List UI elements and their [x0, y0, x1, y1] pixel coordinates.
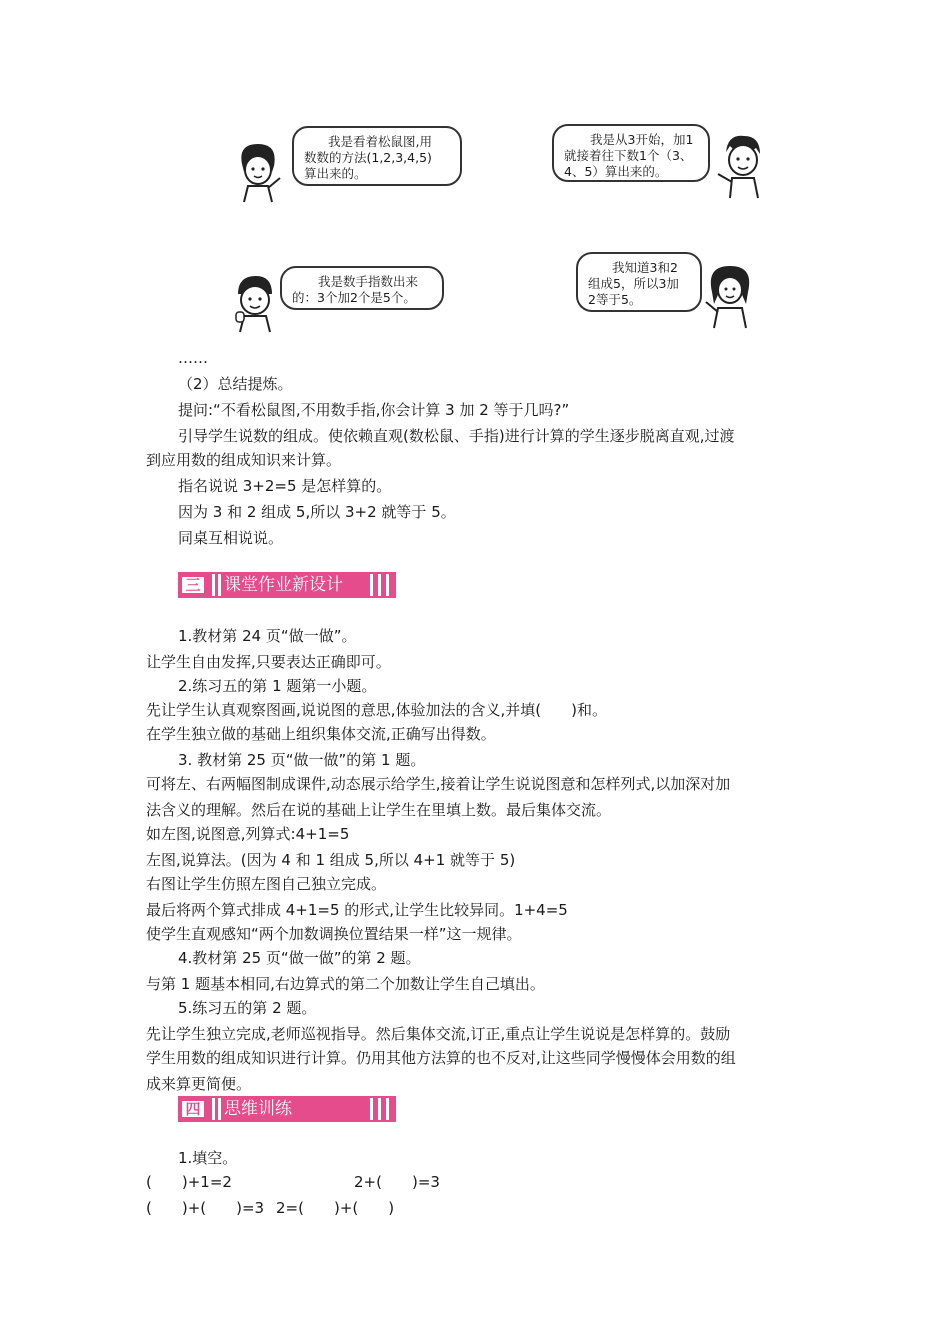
fill-in-equation: 2=( )+( )	[276, 1199, 395, 1217]
paragraph-line: 右图让学生仿照左图自己独立完成。	[146, 875, 387, 893]
paragraph-line: 左图,说算法。(因为 4 和 1 组成 5,所以 4+1 就等于 5)	[146, 851, 516, 869]
fill-in-equation: 2+( )=3	[354, 1173, 440, 1191]
section-number: 四	[180, 1099, 206, 1119]
section-banner-thinking	[178, 1096, 396, 1122]
bubble-line: 我知道3和2	[612, 260, 678, 275]
bubble-line: 2等于5。	[588, 292, 642, 307]
paragraph-line: 5.练习五的第 2 题。	[178, 999, 317, 1017]
bubble-line: 我是数手指数出来	[318, 274, 419, 289]
paragraph-line: 1.填空。	[178, 1149, 238, 1167]
boy-pointing-icon	[712, 130, 774, 200]
paragraph-line: 指名说说 3+2=5 是怎样算的。	[178, 477, 392, 495]
section-number: 三	[180, 575, 206, 595]
paragraph-line: 让学生自由发挥,只要表达正确即可。	[146, 653, 391, 671]
paragraph-line: 使学生直观感知“两个加数调换位置结果一样”这一规律。	[146, 925, 522, 943]
paragraph-line: 同桌互相说说。	[178, 529, 284, 547]
section-title: 课堂作业新设计	[224, 575, 343, 595]
paragraph-line: 到应用数的组成知识来计算。	[146, 451, 342, 469]
paragraph-line: 最后将两个算式排成 4+1=5 的形式,让学生比较异同。1+4=5	[146, 901, 568, 919]
section-title: 思维训练	[224, 1099, 292, 1119]
paragraph-line: 提问:“不看松鼠图,不用数手指,你会计算 3 加 2 等于几吗?”	[178, 401, 570, 419]
girl-thinking-icon	[228, 138, 290, 204]
bubble-line: 算出来的。	[304, 166, 367, 181]
paragraph-line: 在学生独立做的基础上组织集体交流,正确写出得数。	[146, 725, 496, 743]
bubble-line: 4、5）算出来的。	[564, 164, 668, 179]
paragraph-line: 先让学生独立完成,老师巡视指导。然后集体交流,订正,重点让学生说说是怎样算的。鼓励	[146, 1025, 731, 1043]
section-banner-homework	[178, 572, 396, 598]
speech-bubble-counting	[292, 126, 462, 186]
speech-bubble-composition	[576, 252, 702, 312]
bubble-line: 我是从3开始，加1	[590, 132, 694, 147]
paragraph-line: 引导学生说数的组成。使依赖直观(数松鼠、手指)进行计算的学生逐步脱离直观,过渡	[178, 427, 735, 445]
sub-heading: （2）总结提炼。	[178, 375, 293, 393]
paragraph-line: 因为 3 和 2 组成 5,所以 3+2 就等于 5。	[178, 503, 456, 521]
bubble-line: 我是看着松鼠图,用	[328, 134, 432, 149]
paragraph-line: 法含义的理解。然后在说的基础上让学生在里填上数。最后集体交流。	[146, 801, 612, 819]
speech-bubble-fingers	[280, 266, 444, 310]
girl-hand-raised-icon	[700, 262, 760, 330]
bubble-line: 的：3个加2个是5个。	[292, 290, 416, 305]
paragraph-line: 与第 1 题基本相同,右边算式的第二个加数让学生自己填出。	[146, 975, 545, 993]
bubble-line: 组成5，所以3加	[588, 276, 679, 291]
paragraph-line: 成来算更简便。	[146, 1075, 252, 1093]
speech-bubble-count-on	[552, 124, 710, 182]
boy-finger-counting-icon	[226, 272, 284, 334]
paragraph-line: 学生用数的组成知识进行计算。仍用其他方法算的也不反对,让这些同学慢慢体会用数的组	[146, 1049, 736, 1067]
paragraph-line: 可将左、右两幅图制成课件,动态展示给学生,接着让学生说说图意和怎样列式,以加深对加	[146, 775, 731, 793]
paragraph-line: 4.教材第 25 页“做一做”的第 2 题。	[178, 949, 421, 967]
bubble-line: 就接着往下数1个（3、	[564, 148, 693, 163]
paragraph-line: 2.练习五的第 1 题第一小题。	[178, 677, 377, 695]
paragraph-line: 1.教材第 24 页“做一做”。	[178, 627, 357, 645]
bubble-line: 数数的方法(1,2,3,4,5)	[304, 150, 432, 165]
fill-in-equation: ( )+1=2	[146, 1173, 232, 1191]
paragraph-line: 如左图,说图意,列算式:4+1=5	[146, 825, 350, 843]
fill-in-equation: ( )+( )=3	[146, 1199, 265, 1217]
ellipsis: ……	[178, 349, 208, 367]
paragraph-line: 先让学生认真观察图画,说说图的意思,体验加法的含义,并填( )和。	[146, 701, 608, 719]
paragraph-line: 3. 教材第 25 页“做一做”的第 1 题。	[178, 751, 426, 769]
